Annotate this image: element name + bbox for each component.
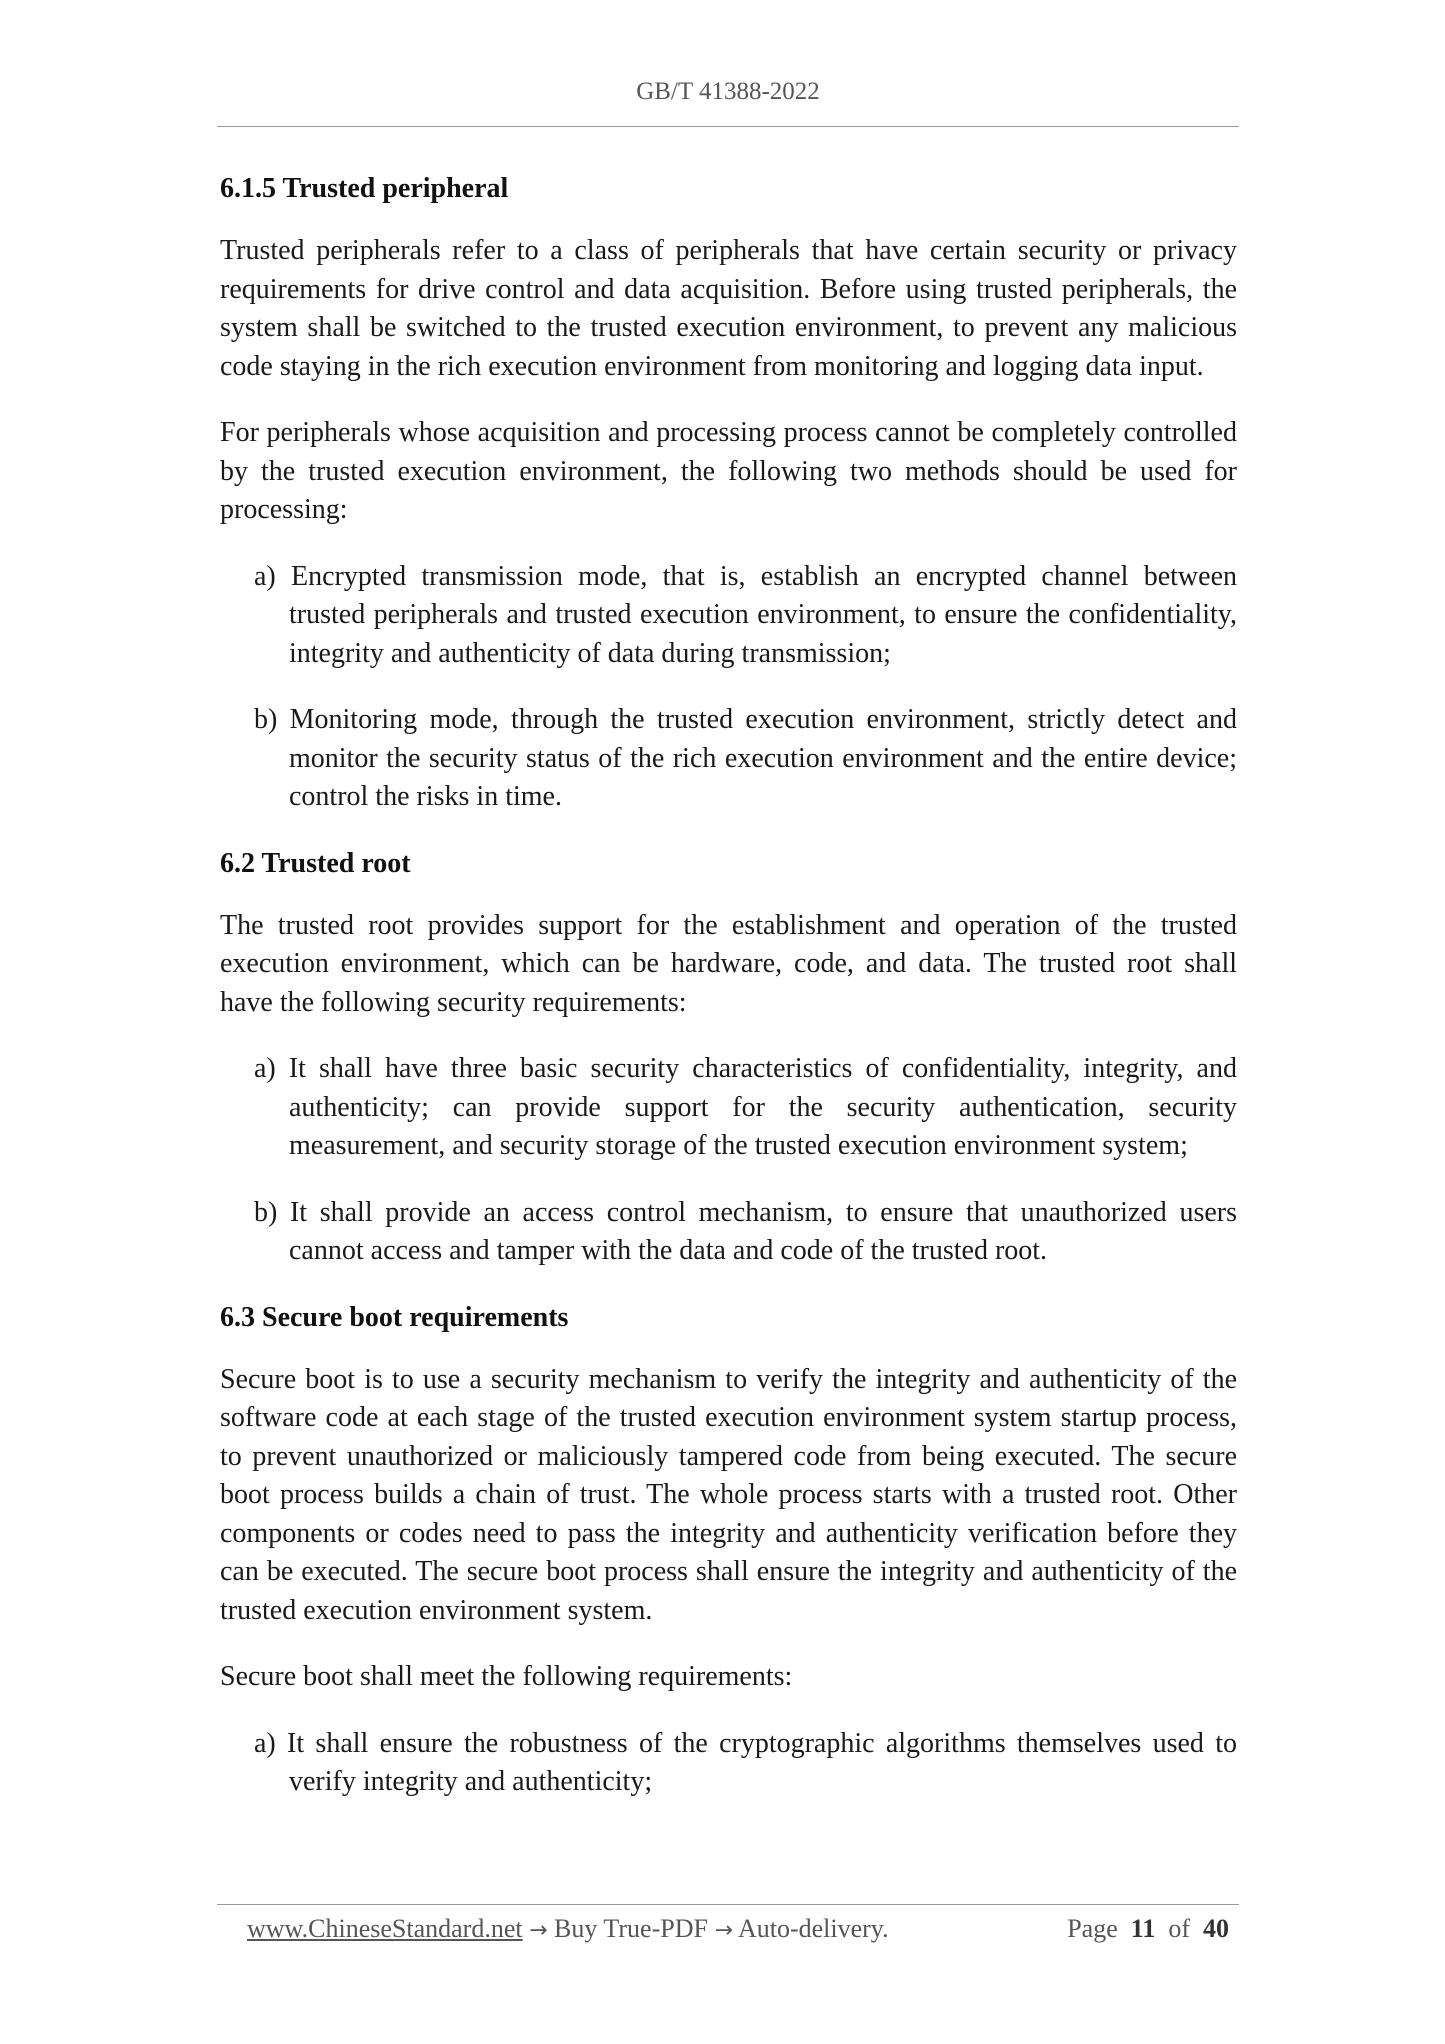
section-heading: 6.3 Secure boot requirements	[220, 1301, 569, 1333]
page-total: 40	[1203, 1914, 1229, 1943]
footer-links	[247, 1914, 889, 1944]
paragraph: Trusted peripherals refer to a class of peripherals that have certain security or privacy requirements for drive control and data acquisition. Before using trusted peripherals, the system shall be switched to the trusted execution environment, to prevent any malicious code staying in the rich execution environment from monitoring and logging data input.	[220, 235, 1237, 382]
website-link[interactable]: www.ChineseStandard.net	[247, 1914, 523, 1943]
arrow-right-icon: →	[529, 1918, 548, 1943]
paragraph: Secure boot shall meet the following requirements:	[220, 1661, 793, 1692]
buy-true-pdf-text: Buy True-PDF	[554, 1914, 708, 1943]
page-label: Page	[1067, 1914, 1118, 1943]
list-item: b) It shall provide an access control mechanism, to ensure that unauthorized users cannot access and tamper with the data and code of the trusted root.	[254, 1196, 1237, 1266]
paragraph: Secure boot is to use a security mechanism to verify the integrity and authenticity of the software code at each stage of the trusted execution environment system startup process, to prevent unauthorized or maliciously tampered code from being executed. The secure boot process builds a chain of trust. The whole process starts with a trusted root. Other components or codes need to pass the integrity and authenticity verification before they can be executed. The secure boot process shall ensure the integrity and authenticity of the trusted execution environment system.	[220, 1363, 1237, 1626]
standard-number: GB/T 41388-2022	[636, 78, 820, 105]
section-secure-boot	[220, 1299, 1237, 1802]
page-header	[217, 0, 1239, 128]
list-item: b) Monitoring mode, through the trusted execution environment, strictly detect and monitor the security status of the rich execution environment and the entire device; control the risks in time.	[254, 704, 1237, 812]
page-footer	[217, 1904, 1239, 1964]
list-item: a) It shall ensure the robustness of the cryptographic algorithms themselves used to verify integrity and authenticity;	[254, 1727, 1237, 1797]
footer-divider	[217, 1904, 1239, 1905]
arrow-right-icon: →	[714, 1918, 733, 1943]
page-number: 11	[1130, 1914, 1156, 1943]
section-heading: 6.1.5 Trusted peripheral	[220, 173, 509, 204]
header-divider	[217, 126, 1239, 127]
paragraph: For peripherals whose acquisition and processing process cannot be completely controlled by the trusted execution environment, the following two methods should be used for processing:	[220, 417, 1237, 525]
auto-delivery-text: Auto-delivery.	[737, 1914, 889, 1943]
page-indicator	[1067, 1914, 1229, 1944]
list-item: a) It shall have three basic security characteristics of confidentiality, integrity, and authenticity; can provide support for the security authentication, security measurement, and security storage of the trusted execution environment system;	[254, 1053, 1237, 1161]
list-item: a) Encrypted transmission mode, that is, establish an encrypted channel between trusted peripherals and trusted execution environment, to ensure the confidentiality, integrity and authenticity of data during transmission;	[254, 560, 1237, 669]
section-heading: 6.2 Trusted root	[220, 847, 411, 879]
section-trusted-peripheral	[220, 170, 1237, 817]
of-label: of	[1168, 1914, 1190, 1943]
paragraph: The trusted root provides support for the establishment and operation of the trusted execution environment, which can be hardware, code, and data. The trusted root shall have the following security requirements:	[220, 909, 1237, 1018]
section-trusted-root	[220, 845, 1237, 1271]
document-body	[220, 170, 1237, 1830]
